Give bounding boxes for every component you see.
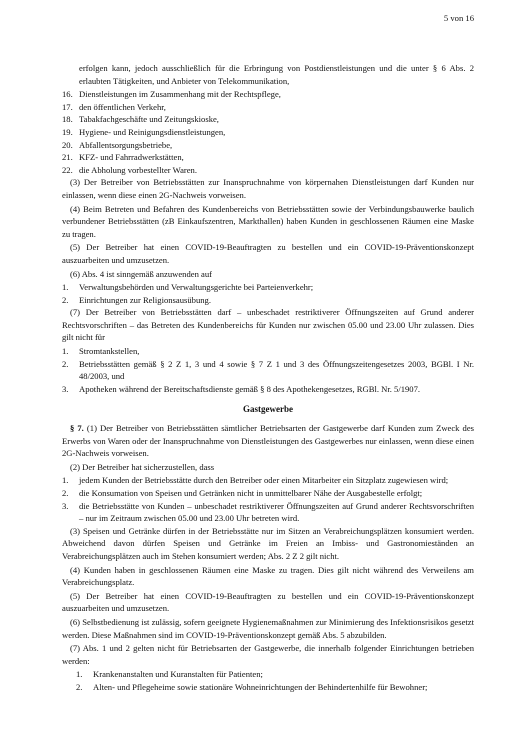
- list-b: [62, 281, 474, 306]
- item-text: Stromtankstellen,: [79, 346, 140, 357]
- list-item: [62, 383, 474, 396]
- list-a: [62, 88, 474, 176]
- paragraph-4: (4) Beim Betreten und Befahren des Kundenbereichs von Betriebsstätten sowie der Verbindungsbauwerke baulich verbundener Betriebsstätten (zB Einkaufszentren, Markthallen) haben Kunden in geschlossenen Räumen eine Maske zu tragen.: [62, 203, 474, 239]
- section-7-paragraph-7: (7) Abs. 1 und 2 gelten nicht für Betriebsarten der Gastgewerbe, die innerhalb folgender Einrichtungen betrieben werden:: [62, 643, 474, 666]
- list-item: [62, 113, 474, 126]
- item-number: 2.: [62, 358, 69, 369]
- item-text: Verwaltungsbehörden und Verwaltungsgerichte bei Parteienverkehr;: [79, 282, 314, 293]
- section-7-paragraph-6: (6) Selbstbedienung ist zulässig, sofern geeignete Hygienemaßnahmen zur Minimierung des Infektionsrisikos gesetzt werden. Diese Maßnahmen sind im COVID-19-Präventionskonzept gemäß Abs. 5 abzubilden.: [62, 616, 474, 640]
- item-text: die Betriebsstätte von Kunden – unbeschadet restriktiverer Öffnungszeiten auf Grund anderer Rechtsvorschriften – nur im Zeitraum zwischen 05.00 und 23.00 Uhr betreten wird.: [79, 500, 474, 524]
- item-text: Apotheken während der Bereitschaftsdienste gemäß § 8 des Apothekengesetzes, RGBl. Nr. 5/1907.: [79, 383, 421, 394]
- item-number: 17.: [62, 101, 73, 112]
- section-7-paragraph-3: (3) Speisen und Getränke dürfen in der Betriebsstätte nur im Sitzen an Verabreichungsplätzen konsumiert werden. Abweichend davon dürfen Speisen und Getränke im Freien an Imbiss- und Gastronomieständen an Verabreichungsplätzen auch im Stehen konsumiert werden; Abs. 2 Z 2 gilt nicht.: [62, 525, 474, 561]
- item-text: Alten- und Pflegeheime sowie stationäre Wohneinrichtungen der Behindertenhilfe für Bewohner;: [93, 681, 428, 692]
- section-7-paragraph-5: (5) Der Betreiber hat einen COVID-19-Beauftragten zu bestellen und ein COVID-19-Präventionskonzept auszuarbeiten und umzusetzen.: [62, 590, 474, 614]
- list-item: [62, 294, 474, 307]
- item-text: die Abholung vorbestellter Waren.: [79, 164, 197, 175]
- list-item: [62, 126, 474, 139]
- section-7-paragraph-2: (2) Der Betreiber hat sicherzustellen, dass: [70, 461, 215, 472]
- item-number: 2.: [62, 488, 69, 498]
- item-number: 19.: [62, 126, 73, 137]
- list-item: [62, 101, 474, 114]
- item-number: 1.: [62, 475, 69, 486]
- item-number: 20.: [62, 139, 73, 150]
- list-item: [62, 487, 474, 500]
- section-number: § 7.: [70, 423, 84, 434]
- list-item: [76, 668, 474, 681]
- item-number: 1.: [62, 346, 69, 357]
- item-text: Einrichtungen zur Religionsausübung.: [79, 294, 211, 305]
- item-text: KFZ- und Fahrradwerkstätten,: [79, 152, 184, 163]
- document-body: [62, 62, 474, 694]
- list-item: [62, 164, 474, 177]
- paragraph-3: (3) Der Betreiber von Betriebsstätten zur Inanspruchnahme von körpernahen Dienstleistungen darf Kunden nur einlassen, wenn diese einen 2G-Nachweis vorweisen.: [62, 177, 474, 200]
- item-number: 2.: [62, 294, 69, 305]
- item-text: jedem Kunden der Betriebsstätte durch den Betreiber oder einen Mitarbeiter ein Sitzplatz zugewiesen wird;: [79, 475, 449, 486]
- section-7-paragraph-4: (4) Kunden haben in geschlossenen Räumen eine Maske zu tragen. Dies gilt nicht während des Verweilens am Verabreichungsplatz.: [62, 564, 474, 588]
- item-text: Hygiene- und Reinigungsdienstleistungen,: [79, 126, 226, 137]
- paragraph-5: (5) Der Betreiber hat einen COVID-19-Beauftragten zu bestellen und ein COVID-19-Präventionskonzept auszuarbeiten und umzusetzen.: [62, 242, 474, 265]
- list-e: [62, 668, 474, 693]
- item-number: 3.: [62, 383, 69, 394]
- list-item: [62, 139, 474, 152]
- item-number: 2.: [76, 681, 83, 692]
- item-number: 22.: [62, 164, 73, 175]
- item-number: 16.: [62, 89, 73, 100]
- section-heading: Gastgewerbe: [243, 404, 293, 415]
- item-text: den öffentlichen Verkehr,: [79, 101, 166, 112]
- list-item: [62, 358, 474, 383]
- item-number: 18.: [62, 114, 73, 125]
- list-item: [62, 88, 474, 101]
- list-item: [62, 500, 474, 525]
- item-text: Abfallentsorgungsbetriebe,: [79, 139, 173, 150]
- item-number: 1.: [62, 282, 69, 293]
- item-text: Tabakfachgeschäfte und Zeitungskioske,: [79, 114, 219, 125]
- list-item: [62, 474, 474, 487]
- item-number: 3.: [62, 500, 69, 511]
- section-7-paragraph-1-text: (1) Der Betreiber von Betriebsstätten sämtlicher Betriebsarten der Gastgewerbe darf Kunden zum Zweck des Erwerbs von Waren oder der Inanspruchnahme von Dienstleistungen des Gastgewerbes nur einlassen, wenn diese einen 2G-Nachweis vorweisen.: [62, 423, 475, 459]
- list-d: [62, 474, 474, 524]
- continuation-text: erfolgen kann, jedoch ausschließlich für die Erbringung von Postdienstleistungen und die unter § 6 Abs. 2 erlaubten Tätigkeiten, und Anbieter von Telekommunikation,: [79, 63, 474, 86]
- item-number: 1.: [76, 669, 83, 680]
- list-c: [62, 345, 474, 395]
- list-item: [62, 151, 474, 164]
- paragraph-6: (6) Abs. 4 ist sinngemäß anzuwenden auf: [70, 268, 213, 279]
- item-text: Dienstleistungen im Zusammenhang mit der Rechtspflege,: [79, 89, 281, 100]
- paragraph-7: (7) Der Betreiber von Betriebsstätten darf – unbeschadet restriktiverer Öffnungszeiten auf Grund anderer Rechtsvorschriften – das Betreten des Kundenbereichs für Kunden nur zwischen 05.00 und 23.00 Uhr zulassen. Dies gilt nicht für: [62, 307, 474, 343]
- page-number: 5 von 16: [443, 13, 474, 23]
- list-item: [76, 681, 474, 694]
- list-item: [62, 281, 474, 294]
- item-text: die Konsumation von Speisen und Getränken nicht in unmittelbarer Nähe der Ausgabestelle erfolgt;: [79, 488, 423, 498]
- item-text: Betriebsstätten gemäß § 2 Z 1, 3 und 4 sowie § 7 Z 1 und 3 des Öffnungszeitengesetzes 2003, BGBl. I Nr. 48/2003, und: [79, 358, 474, 382]
- item-number: 21.: [62, 152, 73, 163]
- item-text: Krankenanstalten und Kuranstalten für Patienten;: [93, 669, 263, 680]
- section-7-paragraph-1: [62, 422, 474, 460]
- list-item: [62, 345, 474, 358]
